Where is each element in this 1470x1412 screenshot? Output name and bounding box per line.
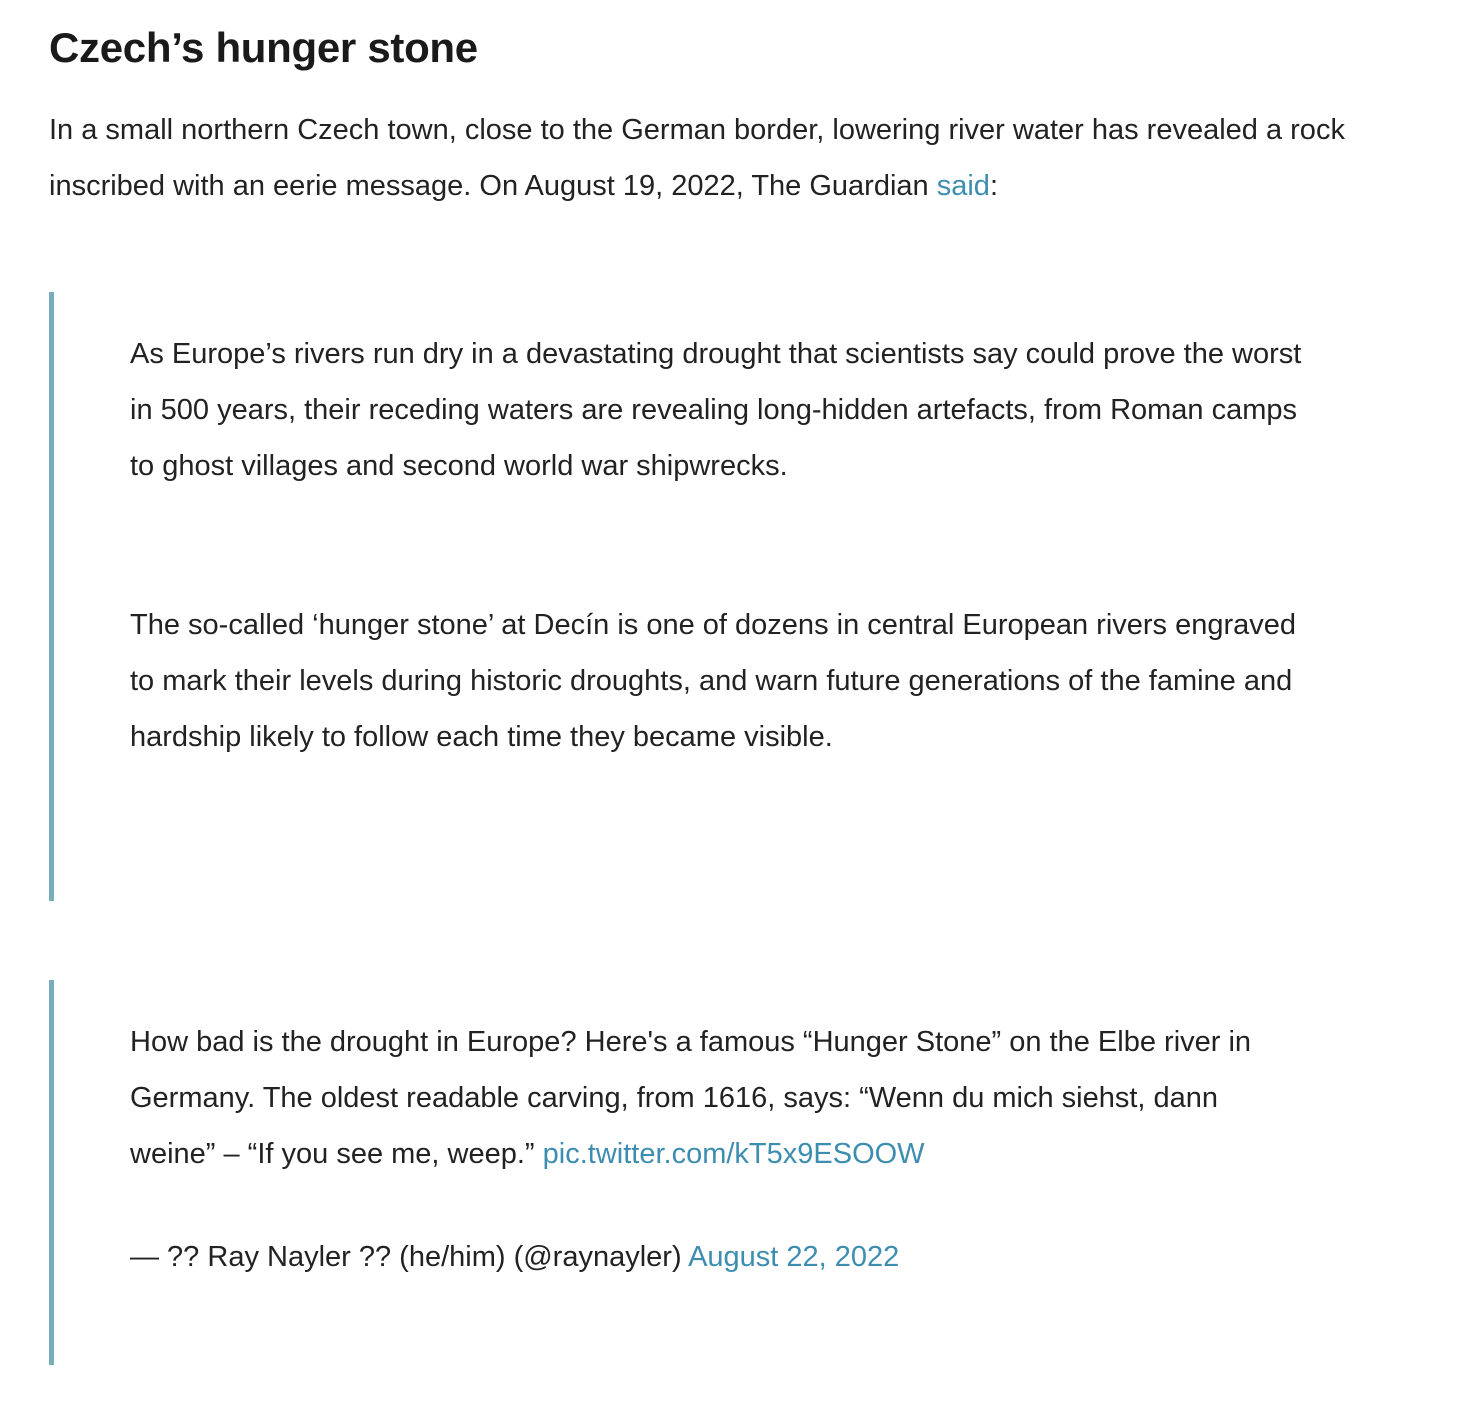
tweet-author: — ?? Ray Nayler ?? (he/him) (@raynayler): [130, 1241, 689, 1273]
tweet-text: [130, 1014, 1310, 1182]
tweet-date-link[interactable]: August 22, 2022: [688, 1241, 900, 1273]
tweet-body: How bad is the drought in Europe? Here's a famous “Hunger Stone” on the Elbe river in Germany. The oldest readable carving, from 1616, says: “Wenn du mich siehst, dann weine” – “If you see me, weep.”: [130, 1026, 1252, 1170]
said-link[interactable]: said: [936, 170, 990, 202]
article-heading: Czech’s hunger stone: [49, 24, 478, 71]
tweet-attribution: [130, 1229, 1310, 1285]
intro-paragraph: [49, 102, 1379, 214]
guardian-quote-paragraph-2: The so-called ‘hunger stone’ at Decín is one of dozens in central European rivers engraved to mark their levels during historic droughts, and warn future generations of the famine and hardship likely to follow each time they became visible.: [130, 609, 1297, 753]
guardian-quote-paragraph-1: As Europe’s rivers run dry in a devastating drought that scientists say could prove the worst in 500 years, their receding waters are revealing long-hidden artefacts, from Roman camps to ghost villages and second world war shipwrecks.: [130, 338, 1302, 482]
tweet-pic-link[interactable]: pic.twitter.com/kT5x9ESOOW: [542, 1138, 925, 1170]
intro-colon: :: [989, 170, 998, 202]
intro-text: In a small northern Czech town, close to the German border, lowering river water has revealed a rock inscribed with an eerie message. On August 19, 2022, The Guardian: [49, 114, 1345, 202]
